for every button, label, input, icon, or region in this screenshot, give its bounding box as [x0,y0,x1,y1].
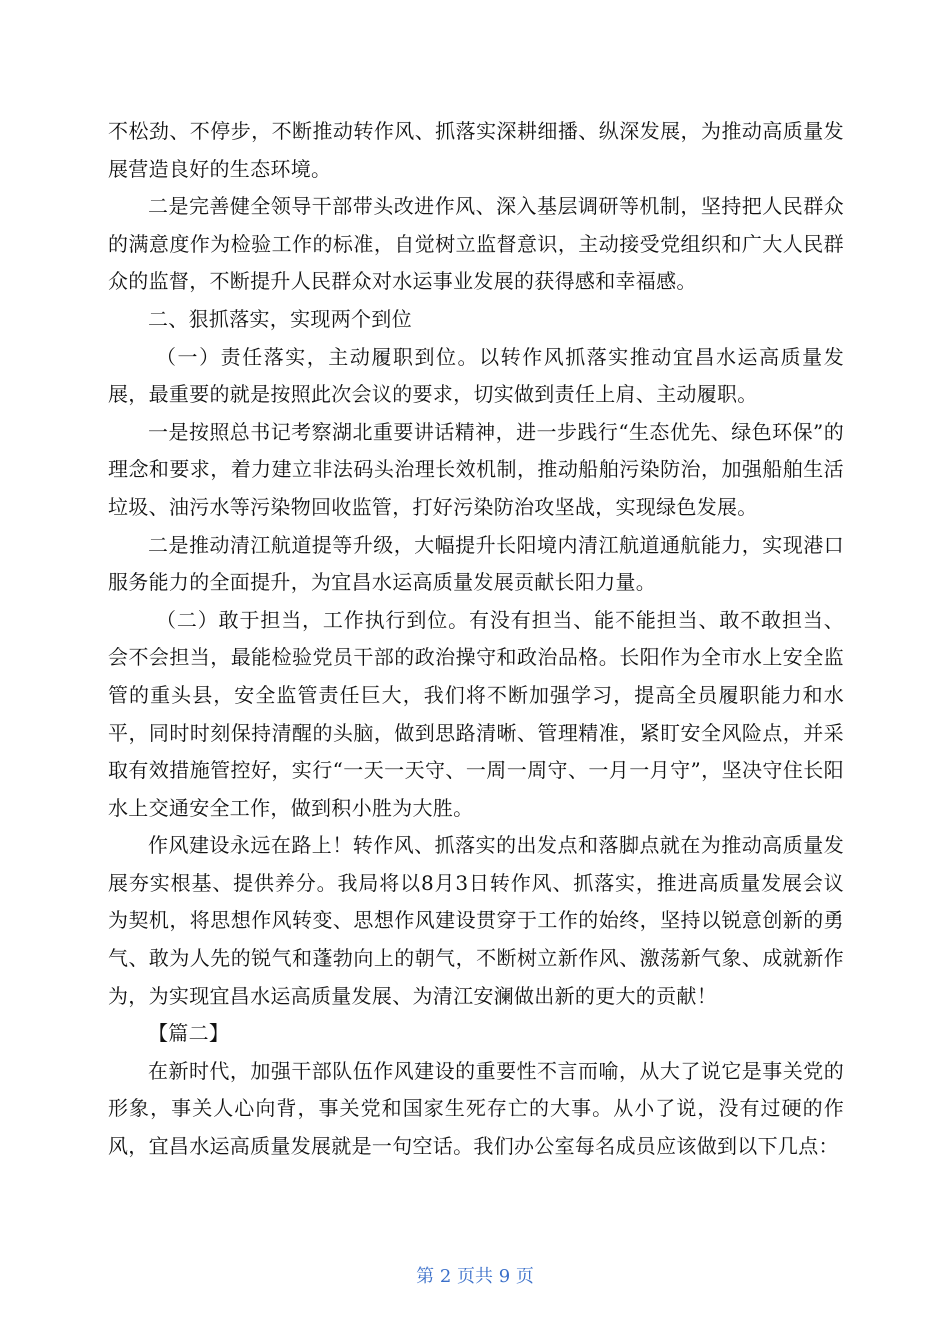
page-number-footer: 第 2 页共 9 页 [416,1266,534,1287]
section-heading-two: 二、狠抓落实，实现两个到位 [148,306,412,331]
paragraph-responsibility: （一）责任落实，主动履职到位。以转作风抓落实推动宜昌水运高质量发展，最重要的就是按照此次会议的要求，切实做到责任上肩、主动履职。 [108,344,844,407]
paragraph-continuation: 不松劲、不停步，不断推动转作风、抓落实深耕细播、纵深发展，为推动高质量发展营造良好的生态环境。 [108,119,844,181]
paragraph-conclusion: 作风建设永远在路上！转作风、抓落实的出发点和落脚点就在为推动高质量发展夯实根基、提供养分。我局将以8月3日转作风、抓落实，推进高质量发展会议为契机，将思想作风转变、思想作风建设贯穿于工作的始终，坚持以锐意创新的勇气、敢为人先的锐气和蓬勃向上的朝气，不断树立新作风、激荡新气象、成就新作为，为实现宜昌水运高质量发展、为清江安澜做出新的更大的贡献！ [108,833,844,1008]
paragraph-waterway: 二是推动清江航道提等升级，大幅提升长阳境内清江航道通航能力，实现港口服务能力的全面提升，为宜昌水运高质量发展贡献长阳力量。 [108,532,844,595]
document-body [108,113,844,1166]
section-heading-part-two: 【篇二】 [148,1021,230,1046]
paragraph-accountability: （二）敢于担当，工作执行到位。有没有担当、能不能担当、敢不敢担当、会不会担当，最能检验党员干部的政治操守和政治品格。长阳作为全市水上安全监管的重头县，安全监管责任巨大，我们将不断加强学习，提高全员履职能力和水平，同时时刻保持清醒的头脑，做到思路清晰、管理精准，紧盯安全风险点，并采取有效措施管控好，实行“一天一天守、一周一周守、一月一月守”，坚决守住长阳水上交通安全工作，做到积小胜为大胜。 [108,607,844,820]
paragraph-ecology: 一是按照总书记考察湖北重要讲话精神，进一步践行“生态优先、绿色环保”的理念和要求，着力建立非法码头治理长效机制，推动船舶污染防治，加强船舶生活垃圾、油污水等污染物回收监管，打好污染防治攻坚战，实现绿色发展。 [108,419,844,519]
paragraph-mechanism: 二是完善健全领导干部带头改进作风、深入基层调研等机制，坚持把人民群众的满意度作为检验工作的标准，自觉树立监督意识，主动接受党组织和广大人民群众的监督，不断提升人民群众对水运事业发展的获得感和幸福感。 [108,194,844,294]
paragraph-new-era: 在新时代，加强干部队伍作风建设的重要性不言而喻，从大了说它是事关党的形象，事关人心向背，事关党和国家生死存亡的大事。从小了说，没有过硬的作风，宜昌水运高质量发展就是一句空话。我们办公室每名成员应该做到以下几点： [108,1058,844,1159]
